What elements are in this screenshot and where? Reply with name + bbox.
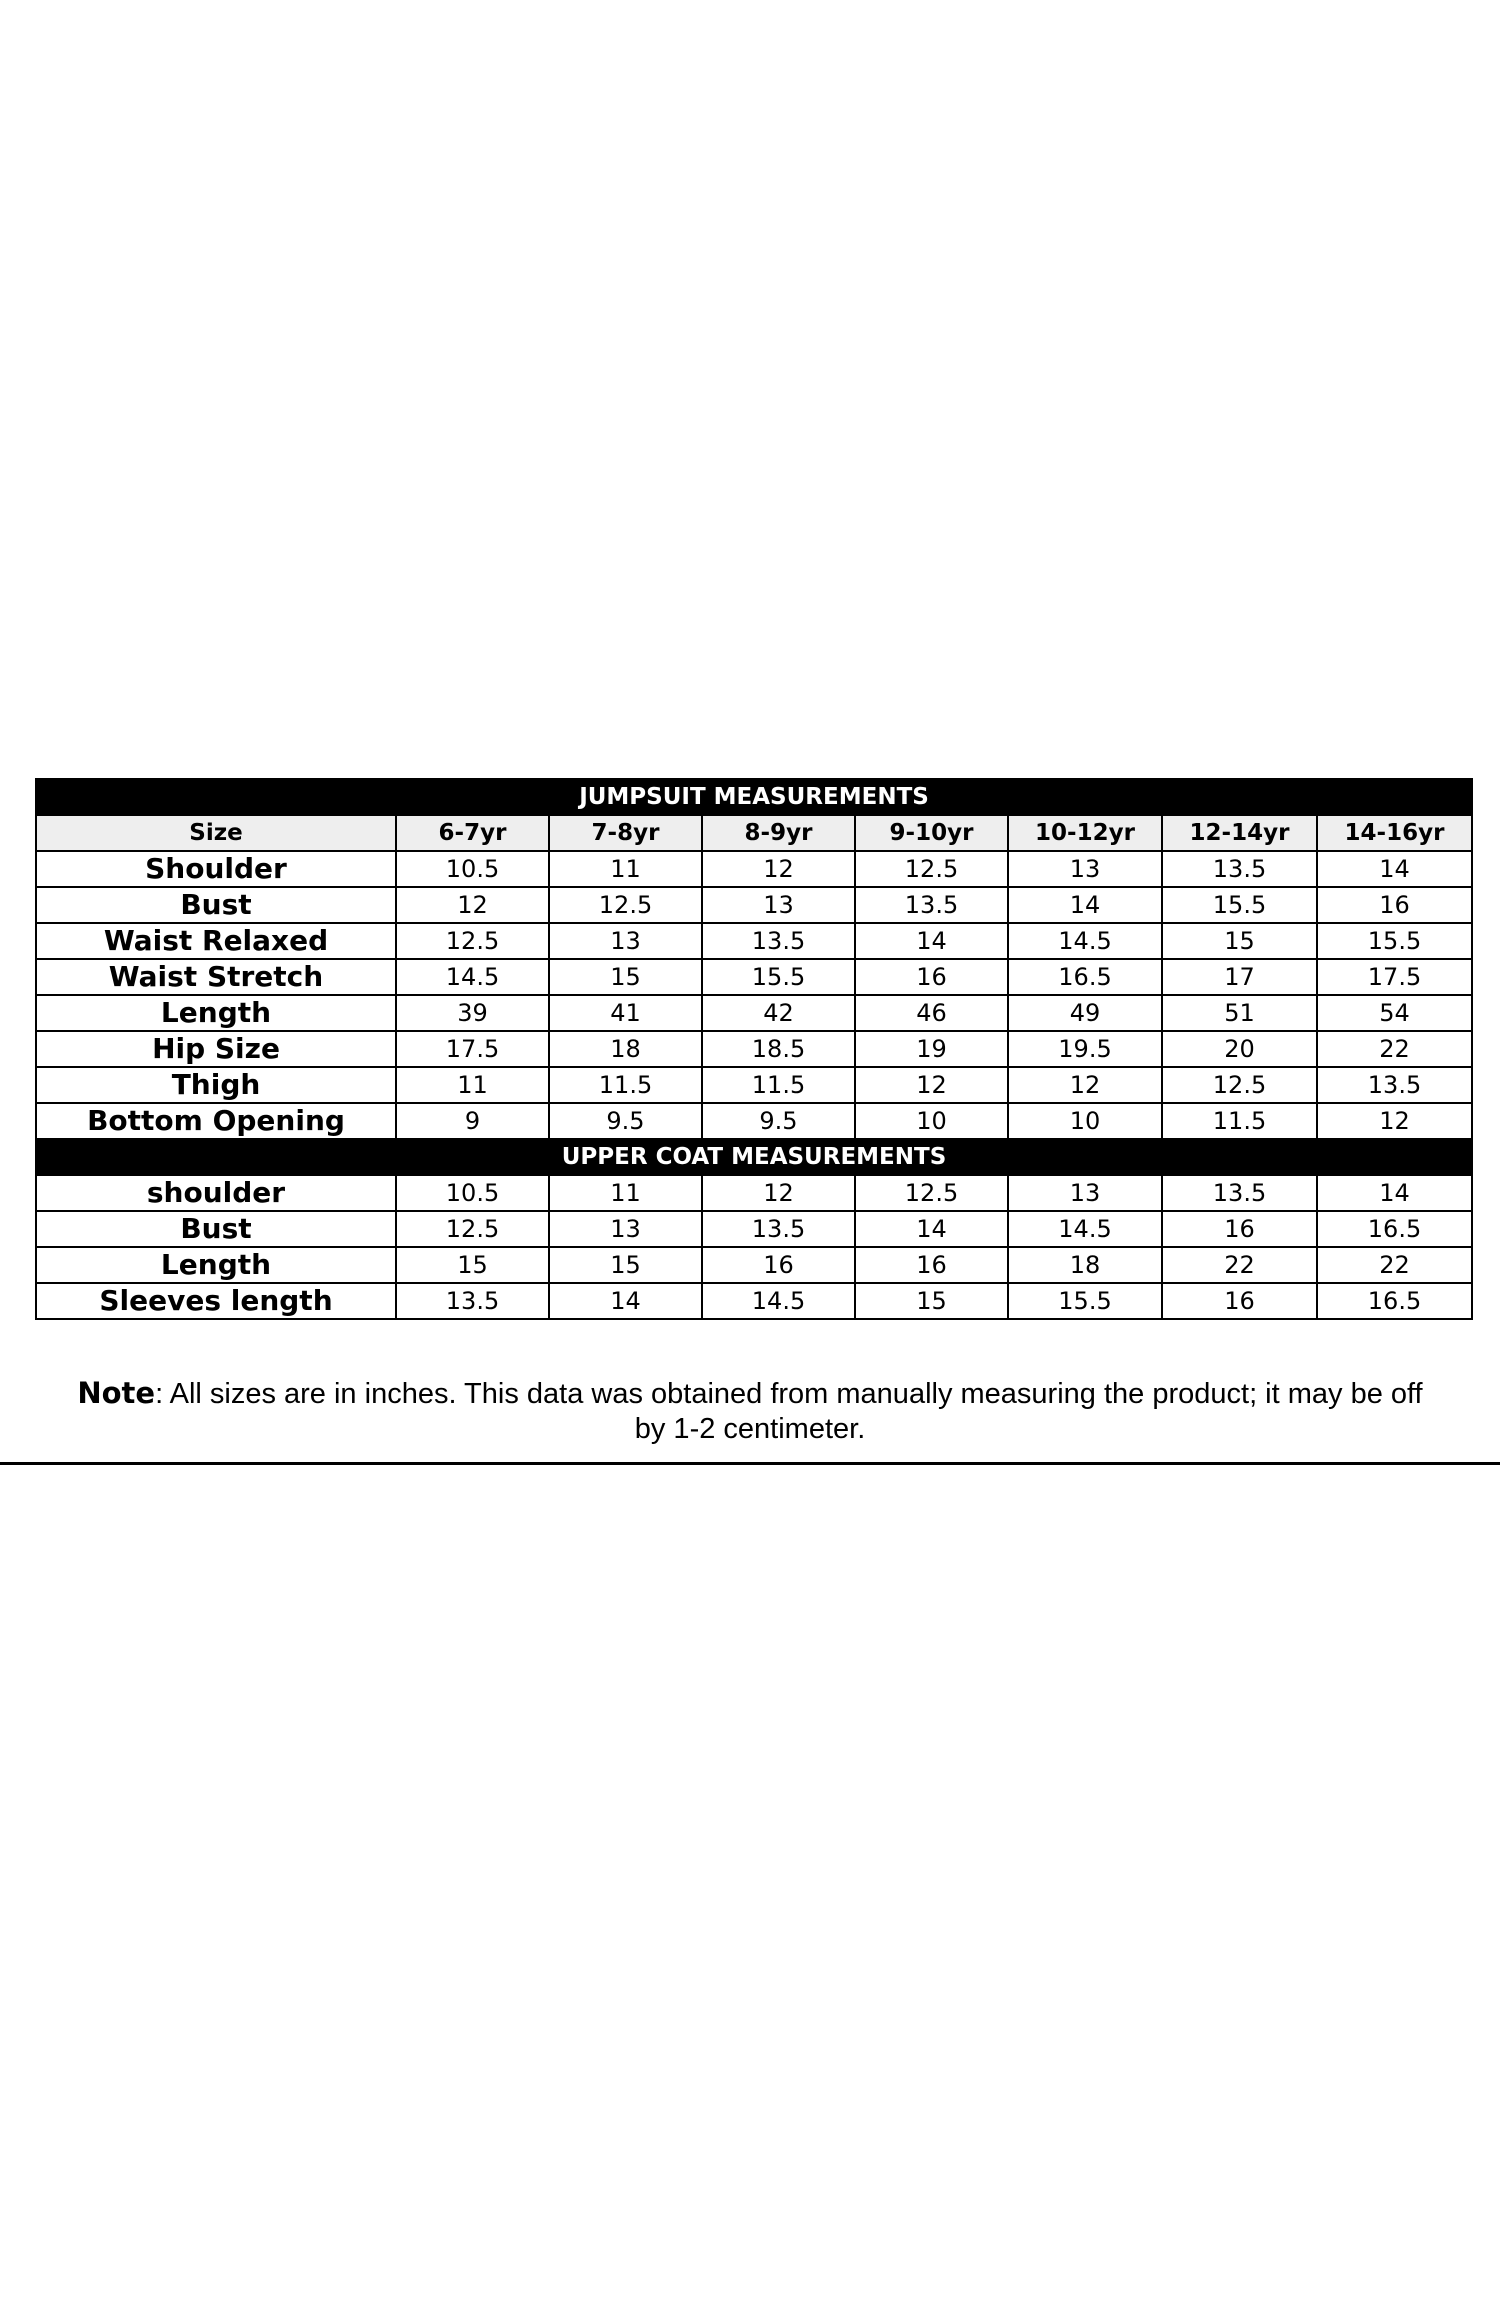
measurement-value: 16: [855, 959, 1008, 995]
size-column-header: 6-7yr: [396, 815, 549, 851]
measurement-value: 9.5: [549, 1103, 702, 1139]
measurement-value: 12: [1008, 1067, 1162, 1103]
table-row: [36, 995, 1472, 1031]
divider: [0, 1462, 1500, 1465]
measurement-value: 14: [1317, 851, 1472, 887]
measurement-value: 12.5: [396, 1211, 549, 1247]
measurement-value: 54: [1317, 995, 1472, 1031]
measurement-value: 10.5: [396, 851, 549, 887]
table-row: [36, 1067, 1472, 1103]
measurement-value: 14: [549, 1283, 702, 1319]
measurement-value: 12.5: [549, 887, 702, 923]
measurement-value: 16: [855, 1247, 1008, 1283]
measurement-value: 46: [855, 995, 1008, 1031]
size-column-header: 10-12yr: [1008, 815, 1162, 851]
upper-coat-header: [36, 1139, 1472, 1175]
table-row: [36, 1247, 1472, 1283]
table-row: [36, 887, 1472, 923]
measurement-value: 12: [702, 1175, 855, 1211]
measurement-value: 9.5: [702, 1103, 855, 1139]
measurement-value: 16.5: [1008, 959, 1162, 995]
measurement-value: 11: [549, 1175, 702, 1211]
measurement-value: 14: [1317, 1175, 1472, 1211]
measurement-value: 14.5: [1008, 1211, 1162, 1247]
measurement-value: 14.5: [396, 959, 549, 995]
measurement-value: 12.5: [1162, 1067, 1317, 1103]
jumpsuit-header: [36, 779, 1472, 815]
measurement-value: 13.5: [1317, 1067, 1472, 1103]
size-column-header: 7-8yr: [549, 815, 702, 851]
measurement-value: 22: [1317, 1031, 1472, 1067]
measurement-value: 13: [1008, 851, 1162, 887]
jumpsuit-header-title: JUMPSUIT MEASUREMENTS: [36, 779, 1472, 815]
measurement-value: 12: [702, 851, 855, 887]
measurement-value: 13: [549, 1211, 702, 1247]
measurement-value: 16.5: [1317, 1211, 1472, 1247]
measurement-value: 12: [1317, 1103, 1472, 1139]
measurement-value: 10.5: [396, 1175, 549, 1211]
measurement-value: 15: [855, 1283, 1008, 1319]
measurement-value: 18.5: [702, 1031, 855, 1067]
measurement-value: 17.5: [1317, 959, 1472, 995]
measurement-value: 15: [549, 959, 702, 995]
measurement-value: 22: [1317, 1247, 1472, 1283]
table-row: [36, 959, 1472, 995]
measurement-value: 14.5: [1008, 923, 1162, 959]
measurement-label: Bust: [36, 887, 396, 923]
size-header-row: [36, 815, 1472, 851]
measurement-value: 13: [549, 923, 702, 959]
measurement-value: 42: [702, 995, 855, 1031]
measurement-value: 12.5: [855, 1175, 1008, 1211]
measurement-value: 14.5: [702, 1283, 855, 1319]
measurement-value: 16: [1162, 1211, 1317, 1247]
measurement-value: 15: [549, 1247, 702, 1283]
size-column-header: 14-16yr: [1317, 815, 1472, 851]
measurement-value: 9: [396, 1103, 549, 1139]
table-row: [36, 1283, 1472, 1319]
measurement-label: Bottom Opening: [36, 1103, 396, 1139]
table-row: [36, 1175, 1472, 1211]
measurement-value: 16: [1317, 887, 1472, 923]
measurement-value: 22: [1162, 1247, 1317, 1283]
measurement-label: Length: [36, 1247, 396, 1283]
measurement-value: 11.5: [702, 1067, 855, 1103]
measurement-label: shoulder: [36, 1175, 396, 1211]
size-column-header: 8-9yr: [702, 815, 855, 851]
measurement-value: 13: [702, 887, 855, 923]
measurement-value: 51: [1162, 995, 1317, 1031]
note-text: : All sizes are in inches. This data was obtained from manually measuring the product; it may be off by 1-2 centimeter.: [155, 1378, 1423, 1445]
measurement-label: Hip Size: [36, 1031, 396, 1067]
measurement-value: 11: [549, 851, 702, 887]
measurement-value: 16: [1162, 1283, 1317, 1319]
size-column-header: 12-14yr: [1162, 815, 1317, 851]
measurement-value: 18: [1008, 1247, 1162, 1283]
measurement-value: 15.5: [1162, 887, 1317, 923]
measurement-label: Thigh: [36, 1067, 396, 1103]
table-row: [36, 1211, 1472, 1247]
table-row: [36, 1103, 1472, 1139]
measurement-value: 13.5: [702, 1211, 855, 1247]
measurement-value: 18: [549, 1031, 702, 1067]
measurement-value: 19: [855, 1031, 1008, 1067]
measurement-label: Waist Relaxed: [36, 923, 396, 959]
table-row: [36, 851, 1472, 887]
measurement-value: 13.5: [855, 887, 1008, 923]
measurement-value: 11.5: [549, 1067, 702, 1103]
table-row: [36, 923, 1472, 959]
measurement-label: Sleeves length: [36, 1283, 396, 1319]
size-label: Size: [36, 815, 396, 851]
measurement-value: 13.5: [702, 923, 855, 959]
measurement-value: 10: [1008, 1103, 1162, 1139]
measurement-value: 11.5: [1162, 1103, 1317, 1139]
measurement-value: 12.5: [396, 923, 549, 959]
measurement-value: 17.5: [396, 1031, 549, 1067]
measurement-value: 15: [1162, 923, 1317, 959]
measurement-value: 13.5: [396, 1283, 549, 1319]
size-column-header: 9-10yr: [855, 815, 1008, 851]
measurement-value: 49: [1008, 995, 1162, 1031]
measurement-value: 14: [1008, 887, 1162, 923]
measurement-value: 13.5: [1162, 1175, 1317, 1211]
measurement-value: 20: [1162, 1031, 1317, 1067]
table-row: [36, 1031, 1472, 1067]
measurement-value: 39: [396, 995, 549, 1031]
measurement-label: Bust: [36, 1211, 396, 1247]
measurement-value: 15.5: [1008, 1283, 1162, 1319]
measurement-value: 41: [549, 995, 702, 1031]
measurement-value: 19.5: [1008, 1031, 1162, 1067]
note-label: Note: [77, 1376, 156, 1410]
measurement-value: 13.5: [1162, 851, 1317, 887]
size-chart-table: [35, 778, 1473, 1320]
measurement-value: 15: [396, 1247, 549, 1283]
measurement-value: 15.5: [702, 959, 855, 995]
measurement-value: 16.5: [1317, 1283, 1472, 1319]
measurement-value: 16: [702, 1247, 855, 1283]
measurement-value: 11: [396, 1067, 549, 1103]
measurement-label: Waist Stretch: [36, 959, 396, 995]
measurement-value: 12: [396, 887, 549, 923]
measurement-value: 13: [1008, 1175, 1162, 1211]
upper-coat-header-title: UPPER COAT MEASUREMENTS: [36, 1139, 1472, 1175]
measurement-label: Length: [36, 995, 396, 1031]
measurement-value: 14: [855, 1211, 1008, 1247]
measurement-value: 15.5: [1317, 923, 1472, 959]
note: [60, 1376, 1440, 1447]
measurement-value: 12.5: [855, 851, 1008, 887]
measurement-value: 12: [855, 1067, 1008, 1103]
measurement-label: Shoulder: [36, 851, 396, 887]
measurement-value: 17: [1162, 959, 1317, 995]
measurement-value: 10: [855, 1103, 1008, 1139]
measurement-value: 14: [855, 923, 1008, 959]
